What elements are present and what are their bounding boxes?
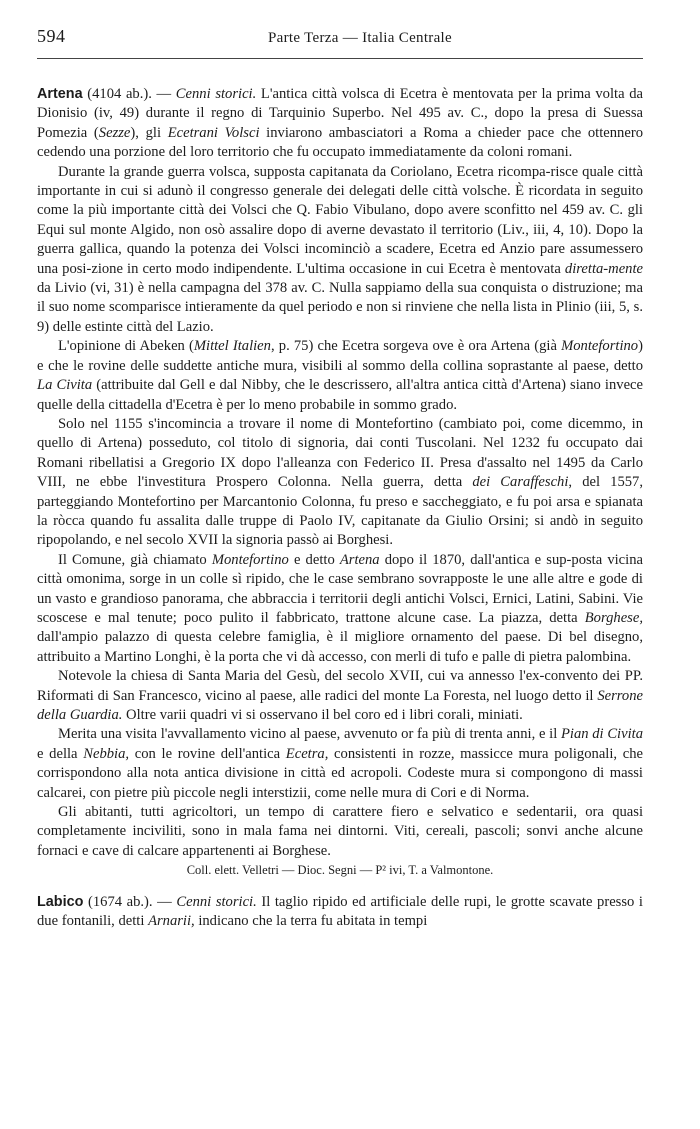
- artena-paragraph-2: Durante la grande guerra volsca, supposta capitanata da Coriolano, Ecetra ricompa-risce quale città importante in cui si adunò il congresso generale dei delegati delle città volsche. È ricordata in seguito come la più importante città dei Volsci che Q. Fabio Vibulano, dopo avere sconfitto nel 459 av. C. gli Equi sul monte Algido, non osò assalire dopo di averne devastato il territorio (Liv., iii, 4, 10). Dopo la guerra gallica, quando la potenza dei Volsci incominciò a scadere, Ecetra ed Anzio pare assumessero una posi-zione in certo modo indipendente. L'ultima occasione in cui Ecetra è mentovata diretta-mente da Livio (vi, 31) è nella campagna del 378 av. C. Nulla sappiamo della sua conquista o distruzione; ma il suo nome scomparisce intieramente da quel periodo e non si rinviene che nella lista in Plinio (iii, 5, s. 9) delle estinte città del Lazio.: [37, 163, 643, 335]
- running-head: Parte Terza — Italia Centrale: [268, 30, 452, 46]
- page-body: [37, 85, 643, 931]
- artena-paragraph-3: L'opinione di Abeken (Mittel Italien, p. 75) che Ecetra sorgeva ove è ora Artena (già Montefortino) e che le rovine delle suddette antiche mura, visibili al sommo della collina soprastante al paese, detto La Civita (attribuite dal Gell e dal Nibby, che le descrissero, all'altra antica città d'Artena) siano invece quelle della cittadella d'Ecetra è per lo meno probabile in sommo grado.: [37, 338, 644, 413]
- entry-spacer: [37, 881, 643, 893]
- artena-paragraph-5: Il Comune, già chiamato Montefortino e detto Artena dopo il 1870, dall'antica e sup-posta vicina città omonima, sorge in un colle sì ripido, che le case sembrano sovrapposte le une alle altre e gode di un vasto e grandioso panorama, che abbraccia i territorii degli antichi Volsci, Ernici, Latini, Sabini. Vie scoscese e mal tenute; poco pulito il fabbricato, trattone alcune case. La piazza, detta Borghese, dall'ampio palazzo di questa celebre famiglia, è il migliore ornamento del paese. Di bel disegno, attribuito a Martino Longhi, è la porta che vi dà accesso, con merli di tufo e palle di pietra palombina.: [37, 551, 643, 665]
- page-header: [37, 26, 643, 48]
- artena-paragraph-1: Artena (4104 ab.). — Cenni storici. L'antica città volsca di Ecetra è mentovata per la prima volta da Dionisio (iv, 49) durante il regno di Tarquinio Superbo. Nel 495 av. C., dopo la presa di Suessa Pomezia (Sezze), gli Ecetrani Volsci inviarono ambasciatori a Roma a chieder pace che ottennero cedendo una porzione del loro territorio che fu occupato immediatamente da coloni romani.: [37, 86, 643, 161]
- labico-paragraph-1: Labico (1674 ab.). — Cenni storici. Il taglio ripido ed artificiale delle rupi, le grotte scavate presso i due fontanili, detti Arnarii, indicano che la terra fu abitata in tempi: [37, 893, 643, 930]
- headword-labico: Labico: [37, 893, 84, 910]
- headword-artena: Artena: [37, 86, 83, 102]
- artena-paragraph-4: Solo nel 1155 s'incomincia a trovare il nome di Montefortino (cambiato poi, come dicemmo, in quello di Artena) posseduto, col titolo di signoria, dai conti Tuscolani. Nel 1232 fu occupato dai Romani ribellatisi a Gregorio IX dopo l'alleanza con Federico II. Presa d'assalto nel 1495 da Carlo VIII, ne ebbe l'investitura Prospero Colonna. Nella guerra, detta dei Caraffeschi, del 1557, parteggiando Montefortino per Marcantonio Colonna, fu preso e saccheggiato, e fu poi arsa e spianata la ròcca quando fu assalita dalle truppe di Paolo IV, capitanate da Giulio Orsini; si andò in seguito ripopolando, e nel secolo XVII la signoria passò ai Borghesi.: [37, 415, 643, 549]
- page-number: 594: [37, 26, 66, 46]
- artena-paragraph-7: Merita una visita l'avvallamento vicino al paese, avvenuto or fa più di trenta anni, e il Pian di Civita e della Nebbia, con le rovine dell'antica Ecetra, consistenti in rozze, massicce mura poligonali, che corrispondono alla nota antica divisione in città ed acropoli. Codeste mura si compongono di massi calcarei, con pietre più piccole negli interstizii, come nelle mura di Cori e di Norma.: [37, 726, 644, 801]
- artena-paragraph-6: Notevole la chiesa di Santa Maria del Gesù, del secolo XVII, cui va annesso l'ex-convento dei PP. Riformati di San Francesco, vicino al paese, alle radici del monte La Foresta, nel luogo detto il Serrone della Guardia. Oltre varii quadri vi si osservano il bel coro ed i libri corali, miniati.: [37, 668, 643, 723]
- artena-paragraph-8: Gli abitanti, tutti agricoltori, un tempo di carattere fiero e selvatico e sedentarii, ora quasi completamente inciviliti, sono in mala fama nei dintorni. Viti, cereali, pascoli; sonvi anche alcune fornaci e cave di calcare appartenenti ai Borghese.: [37, 804, 643, 859]
- header-rule: [37, 58, 643, 59]
- artena-admin-line: Coll. elett. Velletri — Dioc. Segni — P² ivi, T. a Valmontone.: [186, 863, 494, 878]
